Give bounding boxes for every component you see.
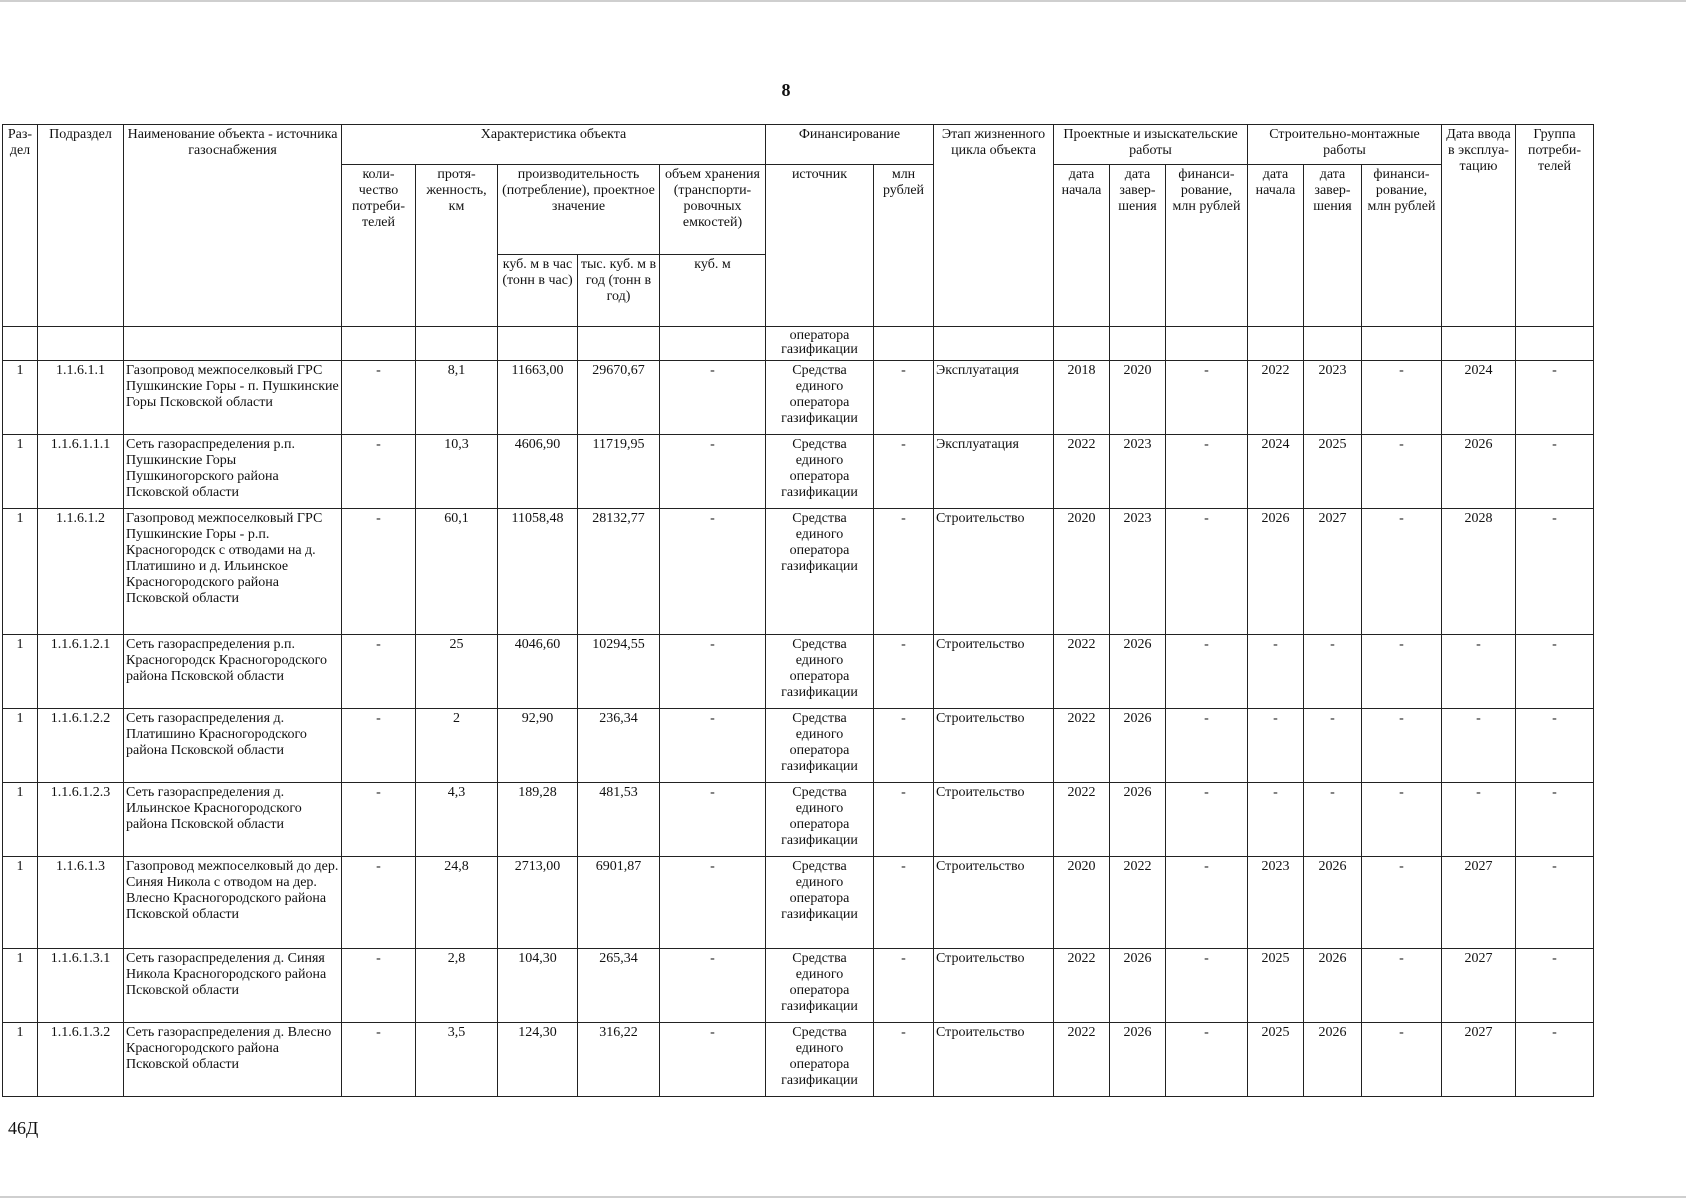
length-cell: 60,1 bbox=[416, 509, 498, 635]
smr-start-cell: 2026 bbox=[1248, 509, 1304, 635]
header-length: протя-женность, км bbox=[416, 165, 498, 327]
capacity-year-cell: 265,34 bbox=[578, 949, 660, 1023]
capacity-hour-cell: 11058,48 bbox=[498, 509, 578, 635]
capacity-year-cell: 11719,95 bbox=[578, 435, 660, 509]
consumer-count-cell: - bbox=[342, 361, 416, 435]
continuation-source-cell: оператора газификации bbox=[766, 327, 874, 361]
proj-end-cell: 2022 bbox=[1110, 857, 1166, 949]
object-name-cell: Сеть газораспределения р.п. Красногородск Красногородского района Псковской области bbox=[124, 635, 342, 709]
financing-mln-cell: - bbox=[874, 1023, 934, 1097]
group-cell: - bbox=[1516, 361, 1594, 435]
razdel-cell: 1 bbox=[3, 509, 38, 635]
scan-edge-top bbox=[0, 0, 1686, 2]
header-source: источник bbox=[766, 165, 874, 327]
stage-cell: Строительство bbox=[934, 1023, 1054, 1097]
consumer-count-cell: - bbox=[342, 509, 416, 635]
capacity-hour-cell: 92,90 bbox=[498, 709, 578, 783]
capacity-hour-cell: 4046,60 bbox=[498, 635, 578, 709]
commission-cell: 2028 bbox=[1442, 509, 1516, 635]
object-name-cell: Газопровод межпоселковый ГРС Пушкинские Горы - р.п. Красногородск с отводами на д. Платишино и д. Ильинское Красногородского района Псковской области bbox=[124, 509, 342, 635]
financing-source-cell: Средства единого оператора газификации bbox=[766, 509, 874, 635]
capacity-year-cell: 316,22 bbox=[578, 1023, 660, 1097]
object-name-cell: Сеть газораспределения р.п. Пушкинские Горы Пушкиногорского района Псковской области bbox=[124, 435, 342, 509]
financing-source-cell: Средства единого оператора газификации bbox=[766, 635, 874, 709]
podrazdel-cell: 1.1.6.1.1 bbox=[38, 361, 124, 435]
proj-end-cell: 2020 bbox=[1110, 361, 1166, 435]
proj-financing-cell: - bbox=[1166, 435, 1248, 509]
stage-cell: Эксплуатация bbox=[934, 435, 1054, 509]
header-consumer-group: Группа потреби-телей bbox=[1516, 125, 1594, 327]
smr-start-cell: 2024 bbox=[1248, 435, 1304, 509]
podrazdel-cell: 1.1.6.1.2 bbox=[38, 509, 124, 635]
header-cubic-m: куб. м bbox=[660, 255, 766, 327]
header-financing: Финансирование bbox=[766, 125, 934, 165]
proj-start-cell: 2022 bbox=[1054, 949, 1110, 1023]
proj-financing-cell: - bbox=[1166, 857, 1248, 949]
financing-mln-cell: - bbox=[874, 783, 934, 857]
header-storage: объем хранения (транспорти-ровочных емкостей) bbox=[660, 165, 766, 255]
header-podrazdel: Подраздел bbox=[38, 125, 124, 327]
capacity-hour-cell: 189,28 bbox=[498, 783, 578, 857]
consumer-count-cell: - bbox=[342, 1023, 416, 1097]
smr-financing-cell: - bbox=[1362, 949, 1442, 1023]
table-row bbox=[3, 949, 1594, 1023]
smr-financing-cell: - bbox=[1362, 509, 1442, 635]
smr-end-cell: 2026 bbox=[1304, 949, 1362, 1023]
header-smr-start: дата начала bbox=[1248, 165, 1304, 327]
proj-start-cell: 2020 bbox=[1054, 857, 1110, 949]
financing-source-cell: Средства единого оператора газификации bbox=[766, 1023, 874, 1097]
razdel-cell: 1 bbox=[3, 361, 38, 435]
group-cell: - bbox=[1516, 709, 1594, 783]
proj-financing-cell: - bbox=[1166, 783, 1248, 857]
commission-cell: 2027 bbox=[1442, 857, 1516, 949]
group-cell: - bbox=[1516, 783, 1594, 857]
table-row bbox=[3, 509, 1594, 635]
length-cell: 8,1 bbox=[416, 361, 498, 435]
proj-financing-cell: - bbox=[1166, 1023, 1248, 1097]
consumer-count-cell: - bbox=[342, 783, 416, 857]
header-consumer-count: коли-чество потреби-телей bbox=[342, 165, 416, 327]
smr-financing-cell: - bbox=[1362, 435, 1442, 509]
object-name-cell: Сеть газораспределения д. Синяя Никола Красногородского района Псковской области bbox=[124, 949, 342, 1023]
length-cell: 25 bbox=[416, 635, 498, 709]
smr-start-cell: - bbox=[1248, 783, 1304, 857]
razdel-cell: 1 bbox=[3, 435, 38, 509]
smr-end-cell: 2025 bbox=[1304, 435, 1362, 509]
commission-cell: 2027 bbox=[1442, 1023, 1516, 1097]
smr-end-cell: - bbox=[1304, 709, 1362, 783]
table-row bbox=[3, 857, 1594, 949]
financing-mln-cell: - bbox=[874, 949, 934, 1023]
group-cell: - bbox=[1516, 857, 1594, 949]
storage-cell: - bbox=[660, 509, 766, 635]
object-name-cell: Сеть газораспределения д. Платишино Красногородского района Псковской области bbox=[124, 709, 342, 783]
capacity-hour-cell: 2713,00 bbox=[498, 857, 578, 949]
smr-end-cell: - bbox=[1304, 635, 1362, 709]
proj-start-cell: 2018 bbox=[1054, 361, 1110, 435]
storage-cell: - bbox=[660, 635, 766, 709]
proj-end-cell: 2026 bbox=[1110, 1023, 1166, 1097]
smr-end-cell: 2026 bbox=[1304, 857, 1362, 949]
capacity-year-cell: 236,34 bbox=[578, 709, 660, 783]
proj-end-cell: 2026 bbox=[1110, 949, 1166, 1023]
stage-cell: Эксплуатация bbox=[934, 361, 1054, 435]
podrazdel-cell: 1.1.6.1.3 bbox=[38, 857, 124, 949]
smr-start-cell: - bbox=[1248, 709, 1304, 783]
header-stage: Этап жизненного цикла объекта bbox=[934, 125, 1054, 327]
length-cell: 4,3 bbox=[416, 783, 498, 857]
header-proj-financing: финанси-рование, млн рублей bbox=[1166, 165, 1248, 327]
stage-cell: Строительство bbox=[934, 635, 1054, 709]
smr-financing-cell: - bbox=[1362, 1023, 1442, 1097]
financing-mln-cell: - bbox=[874, 509, 934, 635]
header-razdel: Раз-дел bbox=[3, 125, 38, 327]
length-cell: 10,3 bbox=[416, 435, 498, 509]
group-cell: - bbox=[1516, 435, 1594, 509]
capacity-year-cell: 10294,55 bbox=[578, 635, 660, 709]
proj-financing-cell: - bbox=[1166, 361, 1248, 435]
financing-source-cell: Средства единого оператора газификации bbox=[766, 361, 874, 435]
razdel-cell: 1 bbox=[3, 709, 38, 783]
smr-start-cell: 2025 bbox=[1248, 1023, 1304, 1097]
smr-start-cell: 2025 bbox=[1248, 949, 1304, 1023]
proj-end-cell: 2023 bbox=[1110, 435, 1166, 509]
capacity-year-cell: 29670,67 bbox=[578, 361, 660, 435]
financing-source-cell: Средства единого оператора газификации bbox=[766, 857, 874, 949]
stage-cell: Строительство bbox=[934, 949, 1054, 1023]
object-name-cell: Сеть газораспределения д. Влесно Красногородского района Псковской области bbox=[124, 1023, 342, 1097]
proj-start-cell: 2022 bbox=[1054, 635, 1110, 709]
razdel-cell: 1 bbox=[3, 1023, 38, 1097]
financing-mln-cell: - bbox=[874, 635, 934, 709]
scan-edge-bottom bbox=[0, 1196, 1686, 1198]
commission-cell: - bbox=[1442, 709, 1516, 783]
header-commission-date: Дата ввода в эксплуа-тацию bbox=[1442, 125, 1516, 327]
smr-start-cell: 2023 bbox=[1248, 857, 1304, 949]
header-proj-start: дата начала bbox=[1054, 165, 1110, 327]
financing-mln-cell: - bbox=[874, 709, 934, 783]
smr-end-cell: 2023 bbox=[1304, 361, 1362, 435]
capacity-year-cell: 28132,77 bbox=[578, 509, 660, 635]
proj-end-cell: 2026 bbox=[1110, 635, 1166, 709]
header-proj-end: дата завер-шения bbox=[1110, 165, 1166, 327]
capacity-year-cell: 481,53 bbox=[578, 783, 660, 857]
podrazdel-cell: 1.1.6.1.3.1 bbox=[38, 949, 124, 1023]
stage-cell: Строительство bbox=[934, 857, 1054, 949]
table-row bbox=[3, 635, 1594, 709]
commission-cell: 2026 bbox=[1442, 435, 1516, 509]
financing-mln-cell: - bbox=[874, 435, 934, 509]
razdel-cell: 1 bbox=[3, 949, 38, 1023]
length-cell: 2,8 bbox=[416, 949, 498, 1023]
header-characteristics: Характеристика объекта bbox=[342, 125, 766, 165]
proj-financing-cell: - bbox=[1166, 635, 1248, 709]
smr-start-cell: 2022 bbox=[1248, 361, 1304, 435]
header-smr-end: дата завер-шения bbox=[1304, 165, 1362, 327]
length-cell: 2 bbox=[416, 709, 498, 783]
consumer-count-cell: - bbox=[342, 949, 416, 1023]
storage-cell: - bbox=[660, 949, 766, 1023]
podrazdel-cell: 1.1.6.1.1.1 bbox=[38, 435, 124, 509]
commission-cell: 2024 bbox=[1442, 361, 1516, 435]
table-row bbox=[3, 709, 1594, 783]
continuation-row bbox=[3, 327, 1594, 361]
smr-end-cell: - bbox=[1304, 783, 1362, 857]
podrazdel-cell: 1.1.6.1.2.3 bbox=[38, 783, 124, 857]
financing-mln-cell: - bbox=[874, 361, 934, 435]
smr-start-cell: - bbox=[1248, 635, 1304, 709]
proj-start-cell: 2022 bbox=[1054, 709, 1110, 783]
podrazdel-cell: 1.1.6.1.3.2 bbox=[38, 1023, 124, 1097]
table-row bbox=[3, 783, 1594, 857]
document-footer-code: 46Д bbox=[8, 1118, 39, 1138]
object-name-cell: Газопровод межпоселковый до дер. Синяя Никола с отводом на дер. Влесно Красногородского района Псковской области bbox=[124, 857, 342, 949]
header-smr-financing: финанси-рование, млн рублей bbox=[1362, 165, 1442, 327]
consumer-count-cell: - bbox=[342, 435, 416, 509]
consumer-count-cell: - bbox=[342, 635, 416, 709]
gas-objects-table bbox=[2, 124, 1594, 1097]
storage-cell: - bbox=[660, 709, 766, 783]
group-cell: - bbox=[1516, 949, 1594, 1023]
table-row bbox=[3, 361, 1594, 435]
storage-cell: - bbox=[660, 435, 766, 509]
financing-source-cell: Средства единого оператора газификации bbox=[766, 783, 874, 857]
capacity-hour-cell: 4606,90 bbox=[498, 435, 578, 509]
financing-source-cell: Средства единого оператора газификации bbox=[766, 949, 874, 1023]
financing-source-cell: Средства единого оператора газификации bbox=[766, 709, 874, 783]
table-row bbox=[3, 435, 1594, 509]
capacity-hour-cell: 124,30 bbox=[498, 1023, 578, 1097]
proj-financing-cell: - bbox=[1166, 509, 1248, 635]
smr-financing-cell: - bbox=[1362, 783, 1442, 857]
smr-financing-cell: - bbox=[1362, 857, 1442, 949]
group-cell: - bbox=[1516, 1023, 1594, 1097]
proj-start-cell: 2022 bbox=[1054, 1023, 1110, 1097]
financing-mln-cell: - bbox=[874, 857, 934, 949]
capacity-hour-cell: 104,30 bbox=[498, 949, 578, 1023]
proj-end-cell: 2026 bbox=[1110, 783, 1166, 857]
proj-financing-cell: - bbox=[1166, 709, 1248, 783]
proj-end-cell: 2026 bbox=[1110, 709, 1166, 783]
storage-cell: - bbox=[660, 783, 766, 857]
header-per-hour: куб. м в час (тонн в час) bbox=[498, 255, 578, 327]
smr-financing-cell: - bbox=[1362, 635, 1442, 709]
proj-financing-cell: - bbox=[1166, 949, 1248, 1023]
header-mln-rub: млн рублей bbox=[874, 165, 934, 327]
header-project-works: Проектные и изыскательские работы bbox=[1054, 125, 1248, 165]
stage-cell: Строительство bbox=[934, 509, 1054, 635]
header-construction-works: Строительно-монтажные работы bbox=[1248, 125, 1442, 165]
length-cell: 3,5 bbox=[416, 1023, 498, 1097]
stage-cell: Строительство bbox=[934, 709, 1054, 783]
razdel-cell: 1 bbox=[3, 857, 38, 949]
financing-source-cell: Средства единого оператора газификации bbox=[766, 435, 874, 509]
length-cell: 24,8 bbox=[416, 857, 498, 949]
smr-financing-cell: - bbox=[1362, 361, 1442, 435]
header-per-year: тыс. куб. м в год (тонн в год) bbox=[578, 255, 660, 327]
capacity-hour-cell: 11663,00 bbox=[498, 361, 578, 435]
object-name-cell: Сеть газораспределения д. Ильинское Красногородского района Псковской области bbox=[124, 783, 342, 857]
storage-cell: - bbox=[660, 361, 766, 435]
smr-end-cell: 2026 bbox=[1304, 1023, 1362, 1097]
page-number: 8 bbox=[781, 80, 791, 100]
commission-cell: - bbox=[1442, 783, 1516, 857]
consumer-count-cell: - bbox=[342, 857, 416, 949]
podrazdel-cell: 1.1.6.1.2.2 bbox=[38, 709, 124, 783]
table-row bbox=[3, 1023, 1594, 1097]
podrazdel-cell: 1.1.6.1.2.1 bbox=[38, 635, 124, 709]
smr-financing-cell: - bbox=[1362, 709, 1442, 783]
object-name-cell: Газопровод межпоселковый ГРС Пушкинские Горы - п. Пушкинские Горы Псковской области bbox=[124, 361, 342, 435]
razdel-cell: 1 bbox=[3, 635, 38, 709]
header-object-name: Наименование объекта - источника газоснабжения bbox=[124, 125, 342, 327]
storage-cell: - bbox=[660, 857, 766, 949]
consumer-count-cell: - bbox=[342, 709, 416, 783]
capacity-year-cell: 6901,87 bbox=[578, 857, 660, 949]
group-cell: - bbox=[1516, 509, 1594, 635]
commission-cell: - bbox=[1442, 635, 1516, 709]
table-header bbox=[3, 125, 1594, 327]
proj-start-cell: 2020 bbox=[1054, 509, 1110, 635]
commission-cell: 2027 bbox=[1442, 949, 1516, 1023]
razdel-cell: 1 bbox=[3, 783, 38, 857]
proj-start-cell: 2022 bbox=[1054, 783, 1110, 857]
smr-end-cell: 2027 bbox=[1304, 509, 1362, 635]
table-body bbox=[3, 327, 1594, 1097]
header-capacity: производительность (потребление), проектное значение bbox=[498, 165, 660, 255]
group-cell: - bbox=[1516, 635, 1594, 709]
proj-end-cell: 2023 bbox=[1110, 509, 1166, 635]
stage-cell: Строительство bbox=[934, 783, 1054, 857]
storage-cell: - bbox=[660, 1023, 766, 1097]
proj-start-cell: 2022 bbox=[1054, 435, 1110, 509]
